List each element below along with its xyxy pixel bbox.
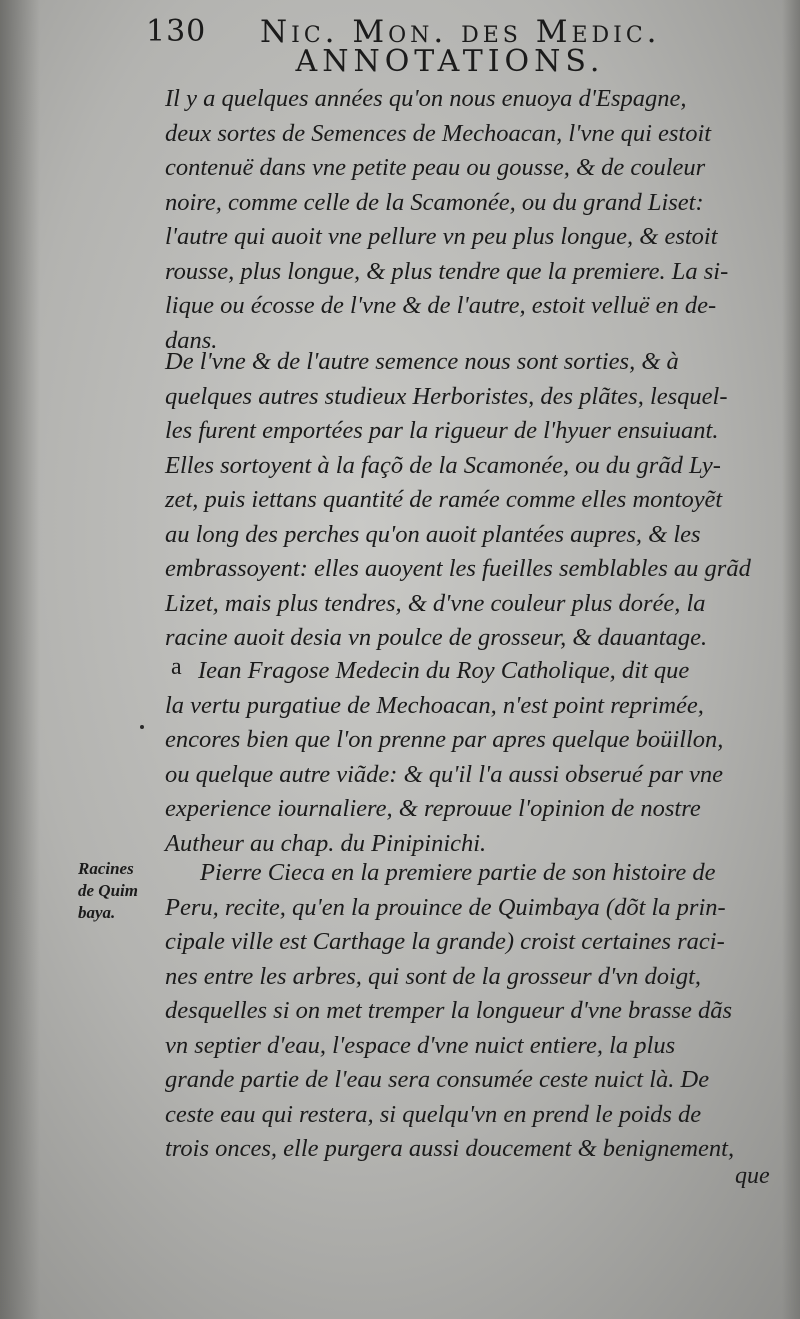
text-line: Il y a quelques années qu'on nous enuoya d'Espagne, (165, 85, 687, 112)
running-head (140, 14, 700, 48)
text-line: nes entre les arbres, qui sont de la grosseur d'vn doigt, (165, 962, 702, 990)
text-line: trois onces, elle purgera aussi doucement & benignement, (165, 1135, 735, 1162)
text-line: noire, comme celle de la Scamonée, ou du grand Liset: (165, 188, 704, 216)
text-line: ceste eau qui restera, si quelqu'vn en prend le poids de (165, 1100, 702, 1128)
text-line: racine auoit desia vn poulce de grosseur, & dauantage. (165, 624, 708, 651)
text-line: zet, puis iettans quantité de ramée comme elles montoyẽt (165, 486, 723, 513)
text-line: grande partie de l'eau sera consumée ceste nuict là. De (165, 1066, 710, 1093)
text-line: De l'vne & de l'autre semence nous sont sorties, & à (165, 348, 679, 375)
catchword: que (735, 1163, 770, 1189)
margin-dot (140, 725, 144, 729)
page-number: 130 (146, 14, 207, 49)
text-line: vn septier d'eau, l'espace d'vne nuict entiere, la plus (165, 1031, 676, 1059)
text-line: quelques autres studieux Herboristes, des plãtes, lesquel- (165, 382, 728, 410)
text-line: contenuë dans vne petite peau ou gousse, & de couleur (165, 154, 706, 181)
text-line: lique ou écosse de l'vne & de l'autre, estoit velluë en de- (165, 292, 717, 319)
paragraph-4 (165, 856, 770, 1167)
page-shadow-right (782, 0, 800, 1319)
text-line: Peru, recite, qu'en la prouince de Quimbaya (dõt la prin- (165, 893, 726, 921)
text-line: Pierre Cieca en la premiere partie de son histoire de (200, 859, 716, 886)
note-marker: a (171, 654, 182, 680)
page-shadow-left (0, 0, 40, 1319)
paragraph-2 (165, 345, 770, 656)
paragraph-3 (165, 654, 770, 861)
running-title: Nic. Mon. des Medic. (260, 14, 661, 50)
text-line: l'autre qui auoit vne pellure vn peu plus longue, & estoit (165, 223, 718, 250)
marginal-line: Racines (78, 859, 134, 878)
text-line: dans. (165, 326, 218, 354)
text-line: cipale ville est Carthage la grande) croist certaines raci- (165, 928, 725, 955)
text-line: encores bien que l'on prenne par apres quelque boüillon, (165, 726, 724, 753)
text-line: desquelles si on met tremper la longueur d'vne brasse dãs (165, 997, 733, 1024)
text-line: experience iournaliere, & reprouue l'opinion de nostre (165, 795, 701, 822)
marginal-line: de Quim (78, 881, 138, 900)
text-line: au long des perches qu'on auoit plantées aupres, & les (165, 520, 701, 548)
text-line: la vertu purgatiue de Mechoacan, n'est point reprimée, (165, 691, 704, 719)
text-line: les furent emportées par la rigueur de l'hyuer ensuiuant. (165, 417, 719, 444)
text-line: Autheur au chap. du Pinipinichi. (165, 829, 487, 857)
text-line: Iean Fragose Medecin du Roy Catholique, dit que (198, 657, 690, 684)
text-line: Elles sortoyent à la façõ de la Scamonée, ou du grãd Ly- (165, 451, 721, 479)
text-line: embrassoyent: elles auoyent les fueilles semblables au grãd (165, 555, 751, 582)
marginal-line: baya. (78, 903, 116, 922)
text-line: rousse, plus longue, & plus tendre que la premiere. La si- (165, 257, 729, 285)
text-line: Lizet, mais plus tendres, & d'vne couleur plus dorée, la (165, 589, 706, 617)
text-line: deux sortes de Semences de Mechoacan, l'vne qui estoit (165, 119, 712, 147)
text-line: ou quelque autre viãde: & qu'il l'a aussi obserué par vne (165, 760, 724, 788)
marginal-note (78, 858, 160, 924)
section-title: ANNOTATIONS. (295, 44, 605, 79)
paragraph-1 (165, 82, 770, 358)
